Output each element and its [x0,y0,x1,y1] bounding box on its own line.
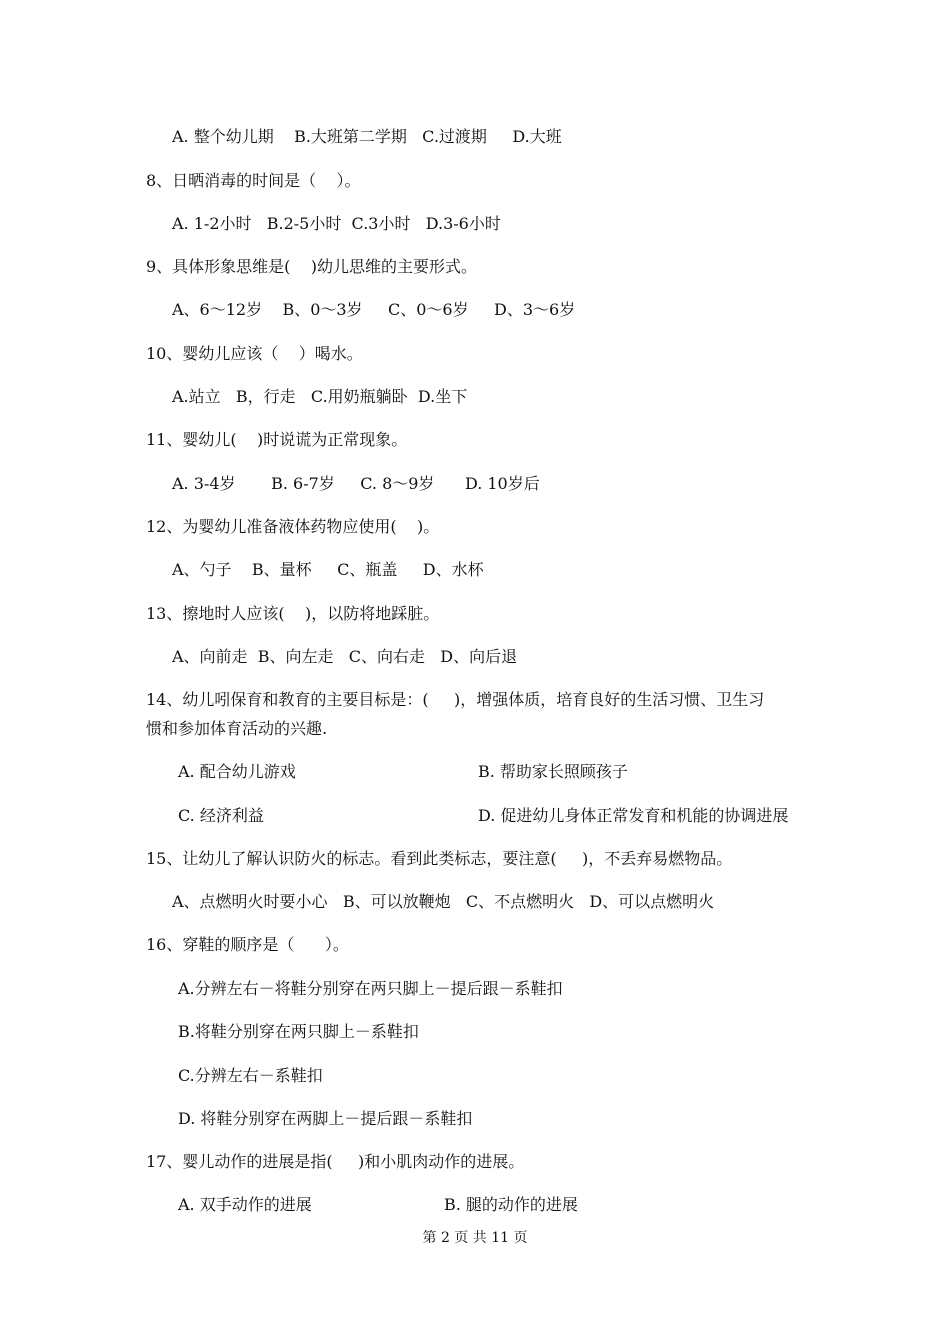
q16-option-b: B.将鞋分别穿在两只脚上－系鞋扣 [178,1022,419,1041]
q10-options: A.站立 B，行走 C.用奶瓶躺卧 D.坐下 [172,387,468,406]
page-footer: 第 2 页 共 11 页 [422,1230,528,1246]
q16-option-a: A.分辨左右－将鞋分别穿在两只脚上－提后跟－系鞋扣 [178,979,563,998]
question-9: 9、具体形象思维是( )幼儿思维的主要形式。 [146,257,478,276]
question-14-continued: 惯和参加体育活动的兴趣. [146,719,328,738]
q9-options: A、6～12岁 B、0～3岁 C、0～6岁 D、3～6岁 [172,300,576,319]
question-12: 12、为婴幼儿准备液体药物应使用( )。 [146,517,440,536]
question-11: 11、婴幼儿( )时说谎为正常现象。 [146,430,408,449]
q14-option-a: A. 配合幼儿游戏 [178,762,296,781]
q8-options: A. 1-2小时 B.2-5小时 C.3小时 D.3-6小时 [172,214,501,233]
q11-options: A. 3-4岁 B. 6-7岁 C. 8～9岁 D. 10岁后 [172,474,540,493]
question-14: 14、幼儿吲保育和教育的主要目标是：( )，增强体质，培育良好的生活习惯、卫生习 [146,690,765,709]
q16-option-c: C.分辨左右－系鞋扣 [178,1066,323,1085]
question-16: 16、穿鞋的顺序是（ ）。 [146,935,349,954]
question-10: 10、婴幼儿应该（ ）喝水。 [146,344,363,363]
q7-options: A. 整个幼儿期 B.大班第二学期 C.过渡期 D.大班 [172,127,562,146]
q14-option-b: B. 帮助家长照顾孩子 [478,762,628,781]
q14-option-d: D. 促进幼儿身体正常发育和机能的协调进展 [478,806,789,825]
q17-option-a: A. 双手动作的进展 [178,1195,312,1214]
q14-option-c: C. 经济利益 [178,806,264,825]
q13-options: A、向前走 B、向左走 C、向右走 D、向后退 [172,647,518,666]
q12-options: A、勺子 B、量杯 C、瓶盖 D、水杯 [172,560,484,579]
q17-option-b: B. 腿的动作的进展 [444,1195,578,1214]
question-17: 17、婴儿动作的进展是指( )和小肌肉动作的进展。 [146,1152,525,1171]
question-15: 15、让幼儿了解认识防火的标志。看到此类标志，要注意( )，不丢弃易燃物品。 [146,849,733,868]
question-8: 8、日晒消毒的时间是（ ）。 [146,171,361,190]
question-13: 13、擦地时人应该( )，以防将地踩脏。 [146,604,440,623]
q16-option-d: D. 将鞋分别穿在两脚上－提后跟－系鞋扣 [178,1109,473,1128]
q15-options: A、点燃明火时要小心 B、可以放鞭炮 C、不点燃明火 D、可以点燃明火 [172,892,715,911]
